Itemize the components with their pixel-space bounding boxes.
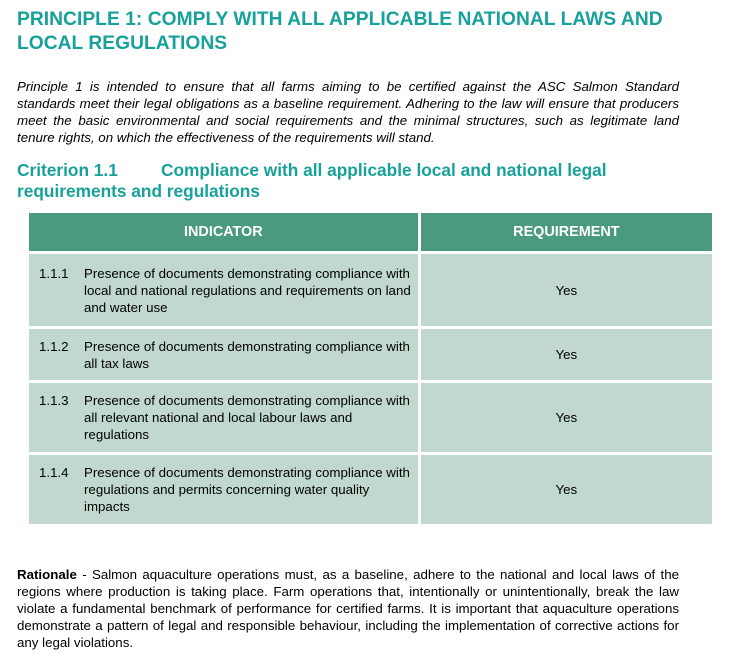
indicator-text: Presence of documents demonstrating compliance with all relevant national and local labour laws and regulations: [84, 393, 410, 442]
table-row: [29, 455, 712, 524]
table-row: [29, 254, 712, 326]
criterion-title: Compliance with all applicable local and national legal requirements and regulations: [17, 160, 607, 201]
requirement-cell: Yes: [421, 383, 712, 452]
indicator-text: Presence of documents demonstrating compliance with local and national regulations and requirements on land and water use: [84, 265, 411, 315]
table-row: [29, 383, 712, 452]
indicator-column-header: INDICATOR: [29, 213, 418, 251]
rationale-text: - Salmon aquaculture operations must, as a baseline, adhere to the national and local laws of the regions where production is taking place. Farm operations that, intentionally or unintentionally, break the law violate a fundamental benchmark of performance for certified farms. It is important that aquaculture operations demonstrate a pattern of legal and responsible behaviour, including the implementation of corrective actions for any legal violations.: [17, 567, 679, 650]
criterion-number: Criterion 1.1: [17, 160, 118, 180]
rationale-label: Rationale: [17, 567, 77, 582]
principle-intro: Principle 1 is intended to ensure that all farms aiming to be certified against the ASC Salmon Standard standards meet their legal obligations as a baseline requirement. Adhering to the law will ensure that producers meet the basic environmental and social requirements and the minimal structures, such as legitimate land tenure rights, on which the effectiveness of the requirements will stand.: [17, 79, 679, 145]
principle-title: PRINCIPLE 1: COMPLY WITH ALL APPLICABLE NATIONAL LAWS AND LOCAL REGULATIONS: [17, 9, 663, 54]
table-header-row: [29, 213, 712, 251]
indicator-cell: [29, 254, 418, 326]
criterion-heading: [17, 160, 677, 202]
indicator-number: 1.1.2: [39, 338, 69, 354]
indicator-number: 1.1.4: [39, 465, 69, 480]
indicator-table: [26, 210, 715, 527]
requirement-cell: Yes: [421, 254, 712, 326]
table-row: [29, 329, 712, 380]
requirement-column-header: REQUIREMENT: [421, 213, 712, 251]
document-page: [17, 8, 717, 527]
rationale-paragraph: [17, 566, 679, 651]
requirement-cell: Yes: [421, 455, 712, 524]
indicator-number: 1.1.1: [39, 265, 69, 281]
indicator-text: Presence of documents demonstrating compliance with all tax laws: [84, 338, 410, 371]
indicator-cell: [29, 383, 418, 452]
indicator-cell: [29, 329, 418, 380]
indicator-cell: [29, 455, 418, 524]
requirement-cell: Yes: [421, 329, 712, 380]
indicator-number: 1.1.3: [39, 393, 69, 408]
indicator-text: Presence of documents demonstrating compliance with regulations and permits concerning water quality impacts: [84, 465, 410, 514]
